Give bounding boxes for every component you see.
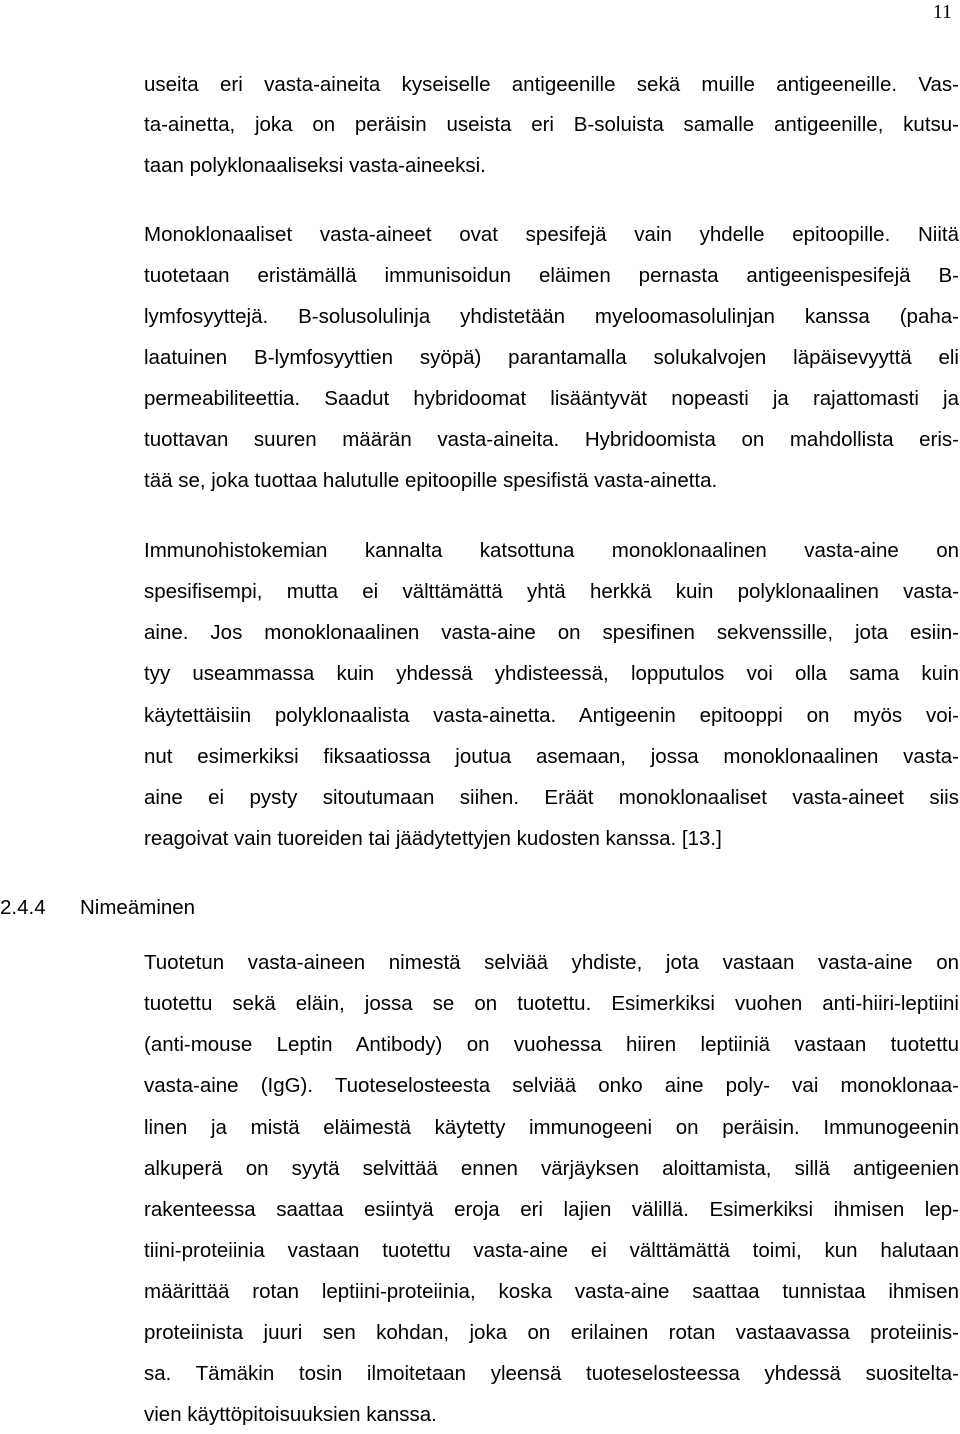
text-line: sa. Tämäkin tosin ilmoitetaan yleensä tuoteselosteessa yhdessä suositelta-: [144, 1362, 959, 1385]
text-line: määrittää rotan leptiini-proteiinia, koska vasta-aine saattaa tunnistaa ihmisen: [144, 1280, 959, 1303]
text-line: (anti-mouse Leptin Antibody) on vuohessa hiiren leptiiniä vastaan tuotettu: [144, 1033, 959, 1056]
section-title: Nimeäminen: [80, 896, 196, 919]
section-heading: [0, 893, 195, 923]
text-line: aine. Jos monoklonaalinen vasta-aine on spesifinen sekvenssille, jota esiin-: [144, 621, 959, 644]
text-line: ta-ainetta, joka on peräisin useista eri B-soluista samalle antigeenille, kutsu-: [144, 113, 959, 136]
text-line: käytettäisiin polyklonaalista vasta-ainetta. Antigeenin epitooppi on myös voi-: [144, 704, 959, 727]
text-line: proteiinista juuri sen kohdan, joka on erilainen rotan vastaavassa proteiinis-: [144, 1321, 959, 1344]
text-line: Immunohistokemian kannalta katsottuna monoklonaalinen vasta-aine on: [144, 539, 959, 562]
text-line: tyy useammassa kuin yhdessä yhdisteessä, lopputulos voi olla sama kuin: [144, 662, 959, 685]
text-line: tuotettu sekä eläin, jossa se on tuotettu. Esimerkiksi vuohen anti-hiiri-leptiini: [144, 992, 959, 1015]
text-line: reagoivat vain tuoreiden tai jäädytettyjen kudosten kanssa. [13.]: [144, 827, 722, 850]
text-line: aine ei pysty sitoutumaan siihen. Eräät monoklonaaliset vasta-aineet siis: [144, 786, 959, 809]
text-line: alkuperä on syytä selvittää ennen värjäyksen aloittamista, sillä antigeenien: [144, 1157, 959, 1180]
page-number: 11: [932, 1, 952, 23]
text-line: rakenteessa saattaa esiintyä eroja eri lajien välillä. Esimerkiksi ihmisen lep-: [144, 1198, 959, 1221]
text-line: vien käyttöpitoisuuksien kanssa.: [144, 1403, 437, 1426]
section-number: 2.4.4: [0, 896, 46, 919]
text-line: spesifisempi, mutta ei välttämättä yhtä herkkä kuin polyklonaalinen vasta-: [144, 580, 959, 603]
text-line: Tuotetun vasta-aineen nimestä selviää yhdiste, jota vastaan vasta-aine on: [144, 951, 959, 974]
text-line: tiini-proteiinia vastaan tuotettu vasta-aine ei välttämättä toimi, kun halutaan: [144, 1239, 959, 1262]
text-line: vasta-aine (IgG). Tuoteselosteesta selviää onko aine poly- vai monoklonaa-: [144, 1074, 959, 1097]
text-line: Monoklonaaliset vasta-aineet ovat spesifejä vain yhdelle epitoopille. Niitä: [144, 223, 959, 246]
text-line: laatuinen B-lymfosyyttien syöpä) parantamalla solukalvojen läpäisevyyttä eli: [144, 346, 959, 369]
text-line: linen ja mistä eläimestä käytetty immunogeeni on peräisin. Immunogeenin: [144, 1116, 959, 1139]
text-line: taan polyklonaaliseksi vasta-aineeksi.: [144, 154, 486, 177]
text-line: nut esimerkiksi fiksaatiossa joutua asemaan, jossa monoklonaalinen vasta-: [144, 745, 959, 768]
text-line: tuotetaan eristämällä immunisoidun eläimen pernasta antigeenispesifejä B-: [144, 264, 959, 287]
text-line: tuottavan suuren määrän vasta-aineita. Hybridoomista on mahdollista eris-: [144, 428, 959, 451]
text-line: lymfosyyttejä. B-solusolulinja yhdistetään myeloomasolulinjan kanssa (paha-: [144, 305, 959, 328]
text-line: useita eri vasta-aineita kyseiselle antigeenille sekä muille antigeeneille. Vas-: [144, 73, 959, 96]
text-line: tää se, joka tuottaa halutulle epitoopille spesifistä vasta-ainetta.: [144, 469, 718, 492]
text-line: permeabiliteettia. Saadut hybridoomat lisääntyvät nopeasti ja rajattomasti ja: [144, 387, 959, 410]
